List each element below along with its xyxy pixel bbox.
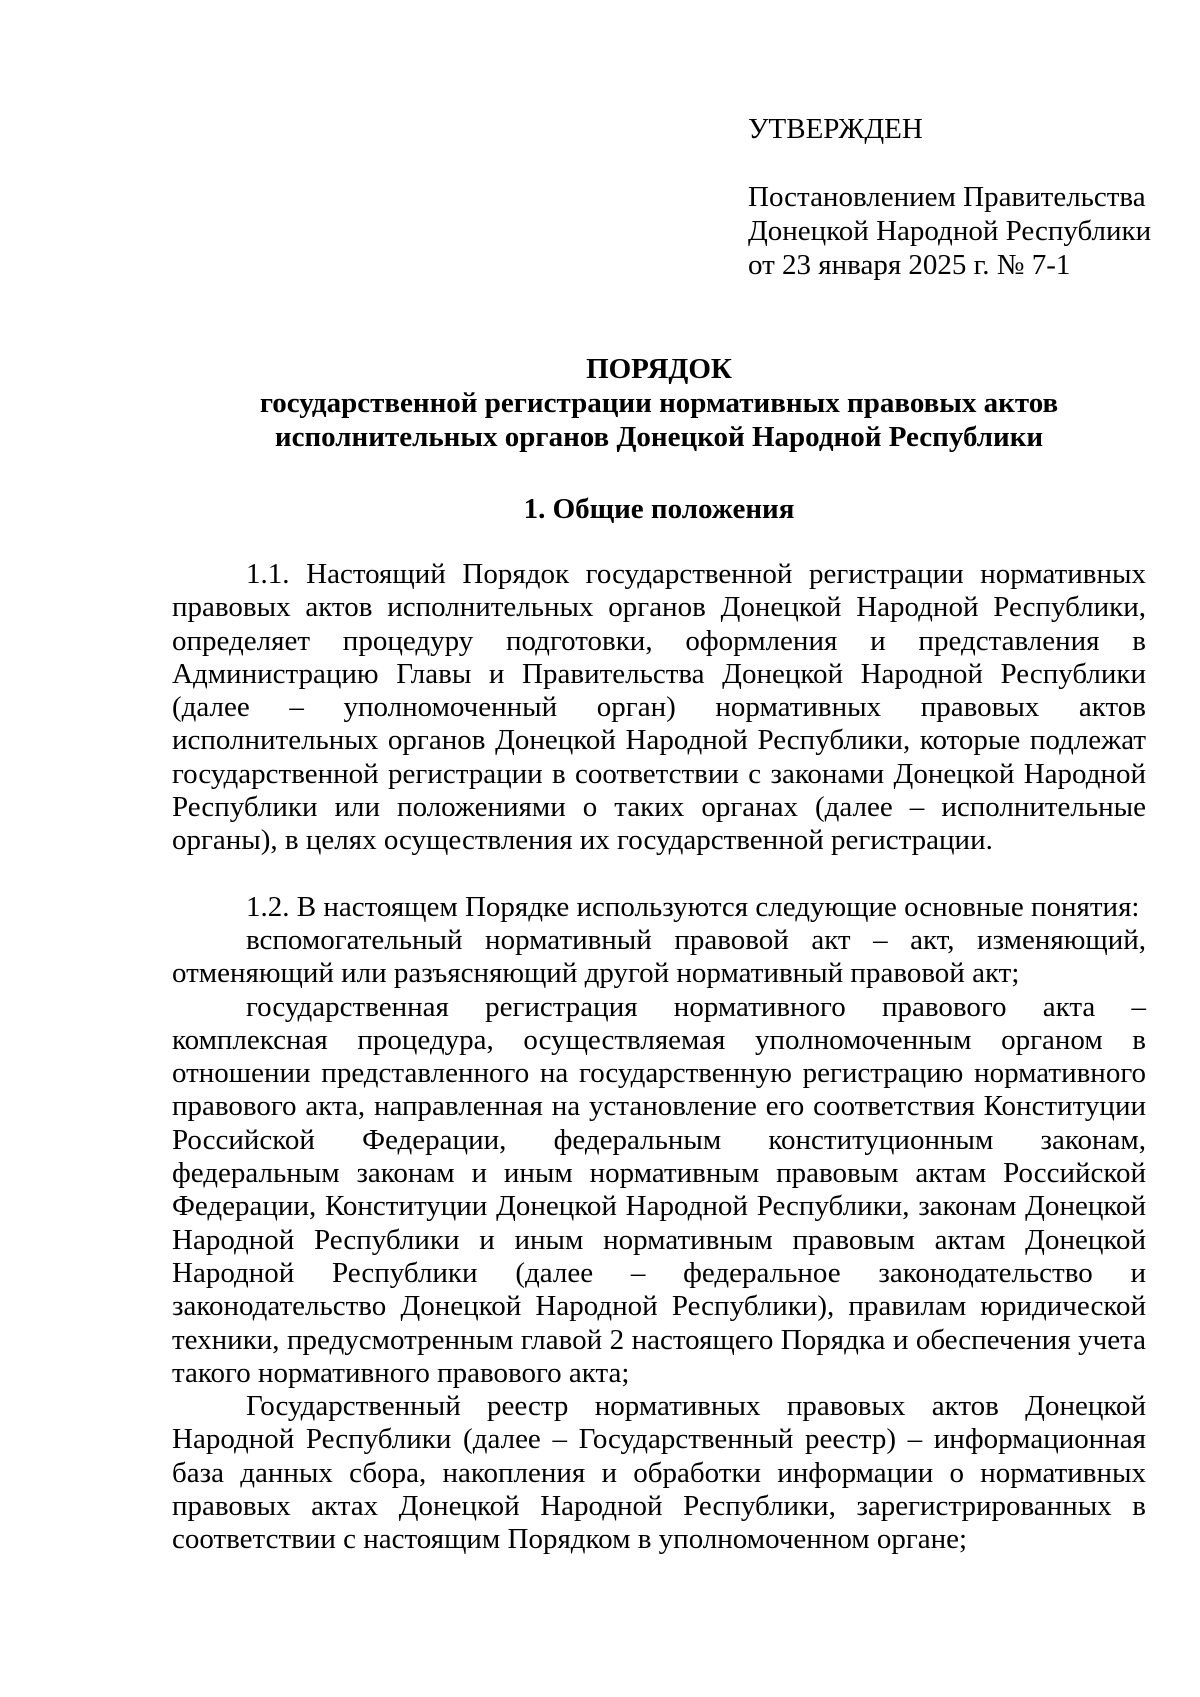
paragraph-1-1: 1.1. Настоящий Порядок государственной регистрации нормативных правовых актов исполнительных органов Донецкой Народной Республики, определяет процедуру подготовки, оформления и представления в Администрацию Главы и Правительства Донецкой Народной Республики (далее – уполномоченный орган) нормативных правовых актов исполнительных органов Донецкой Народной Республики, которые подлежат государственной регистрации в соответствии с законами Донецкой Народной Республики или положениями о таких органах (далее – исполнительные органы), в целях осуществления их государственной регистрации. [172, 558, 1146, 857]
document-subtitle-line: государственной регистрации нормативных правовых актов [259, 387, 1059, 419]
approval-line: Постановлением Правительства [748, 181, 1146, 213]
document-body [172, 558, 1146, 1557]
approval-block [748, 112, 1168, 282]
approval-stamp: УТВЕРЖДЕН [748, 113, 923, 145]
definition-paragraph: государственная регистрация нормативного правового акта – комплексная процедура, осуществляемая уполномоченным органом в отношении представленного на государственную регистрацию нормативного правового акта, направленная на установление его соответствия Конституции Российской Федерации, федеральным конституционным законам, федеральным законам и иным нормативным правовым актам Российской Федерации, Конституции Донецкой Народной Республики, законам Донецкой Народной Республики и иным нормативным правовым актам Донецкой Народной Республики (далее – федеральное законодательство и законодательство Донецкой Народной Республики), правилам юридической техники, предусмотренным главой 2 настоящего Порядка и обеспечения учета такого нормативного правового акта; [172, 990, 1146, 1389]
section-title: 1. Общие положения [523, 493, 795, 525]
paragraph-1-2: 1.2. В настоящем Порядке используются следующие основные понятия: [246, 890, 1140, 923]
approval-line: Донецкой Народной Республики [748, 215, 1152, 247]
approval-line: от 23 января 2025 г. № 7-1 [748, 249, 1071, 281]
document-heading [172, 352, 1146, 454]
definition-paragraph: вспомогательный нормативный правовой акт – акт, изменяющий, отменяющий или разъясняющий другой нормативный правовой акт; [172, 923, 1146, 990]
definition-paragraph: Государственный реестр нормативных правовых актов Донецкой Народной Республики (далее – Государственный реестр) – информационная база данных сбора, накопления и обработки информации о нормативных правовых актах Донецкой Народной Республики, зарегистрированных в соответствии с настоящим Порядком в уполномоченном органе; [172, 1390, 1146, 1556]
document-subtitle-line: исполнительных органов Донецкой Народной Республики [274, 421, 1044, 453]
document-title: ПОРЯДОК [586, 353, 732, 385]
